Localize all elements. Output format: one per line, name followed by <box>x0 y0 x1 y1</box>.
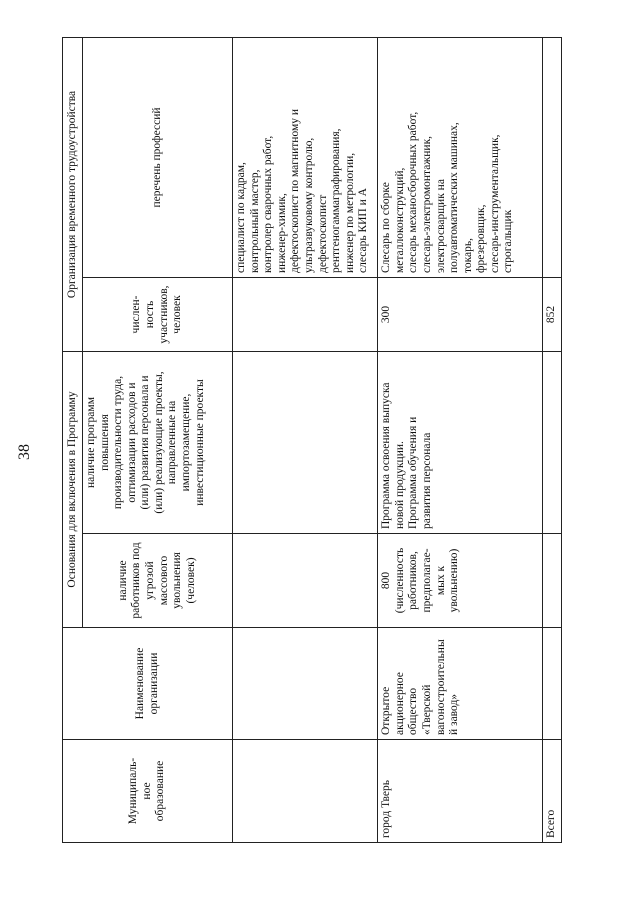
cell-programs: Программа освоения выпуска новой продукции. Программа обучения и развития персонала <box>378 352 543 534</box>
cell-empty <box>233 352 378 534</box>
table-row-continued <box>233 37 378 842</box>
cell-empty <box>233 534 378 628</box>
list-item: слесарь КИП и А <box>357 188 370 273</box>
cell-municipality: город Тверь <box>378 740 543 843</box>
list-item: специалист по кадрам, <box>235 162 248 273</box>
cell-empty <box>233 740 378 843</box>
cell-empty <box>543 628 562 740</box>
list-item: токарь, <box>461 237 474 273</box>
list-item: слесарь-инструментальщик, <box>488 134 501 273</box>
list-item: фрезеровщик, <box>475 204 488 273</box>
list-item: рентгеногаммаграфирования, <box>330 128 343 273</box>
header-professions: перечень профессий <box>83 37 233 277</box>
cell-organization: Открытое акционерное общество «Тверской вагоностроительны й завод» <box>378 628 543 740</box>
cell-empty <box>233 278 378 352</box>
header-municipality: Муниципаль- ное образование <box>63 740 233 843</box>
cell-empty <box>543 37 562 277</box>
list-item: дефектоскопист <box>316 194 329 273</box>
list-item: контролер сварочных работ, <box>262 135 275 273</box>
list-item: полуавтоматических машинах, <box>448 122 461 273</box>
list-item: Слесарь по сборке <box>380 182 393 273</box>
landscape-table-wrapper <box>62 38 562 843</box>
list-item: ультразвуковому контролю, <box>302 137 315 273</box>
list-item: строгальщик <box>502 209 515 273</box>
header-employment-group: Организация временного трудоустройства <box>63 37 83 351</box>
list-item: контрольный мастер, <box>248 169 261 273</box>
cell-participants: 300 <box>378 278 543 352</box>
list-item: слесарь механосборочных работ, <box>407 111 420 273</box>
list-item: электросварщик на <box>434 179 447 273</box>
cell-empty <box>543 534 562 628</box>
cell-continued-professions <box>233 37 378 277</box>
table-row-total <box>543 37 562 842</box>
header-threat-count: наличие работников под угрозой массового увольнения (человек) <box>83 534 233 628</box>
header-programs: наличие программ повышения производительности труда, оптимизации расходов и (или) развития персонала и (или) реализующие проекты, направленные на импортозамещение, инвестиционные проекты <box>83 352 233 534</box>
cell-threat-count: 800 (численность работников, предполагае- мых к увольнению) <box>378 534 543 628</box>
header-participants: числен- ность участников, человек <box>83 278 233 352</box>
cell-professions <box>378 37 543 277</box>
list-item: слесарь-электромонтажник, <box>420 135 433 273</box>
header-basis-group: Основания для включения в Программу <box>63 352 83 628</box>
cell-empty <box>233 628 378 740</box>
cell-total-participants: 852 <box>543 278 562 352</box>
header-organization: Наименование организации <box>63 628 233 740</box>
rotated-table-area <box>62 38 562 843</box>
employment-program-table <box>62 37 562 843</box>
list-item: инженер-химик, <box>275 193 288 273</box>
table-row-tver <box>378 37 543 842</box>
cell-empty <box>543 352 562 534</box>
list-item: дефектоскопист по магнитному и <box>289 108 302 273</box>
list-item: металлоконструкций, <box>393 167 406 273</box>
page-number: 38 <box>16 444 33 460</box>
header-row-groups <box>63 37 83 842</box>
list-item: инженер по метрологии, <box>343 152 356 273</box>
cell-total-label: Всего <box>543 740 562 843</box>
